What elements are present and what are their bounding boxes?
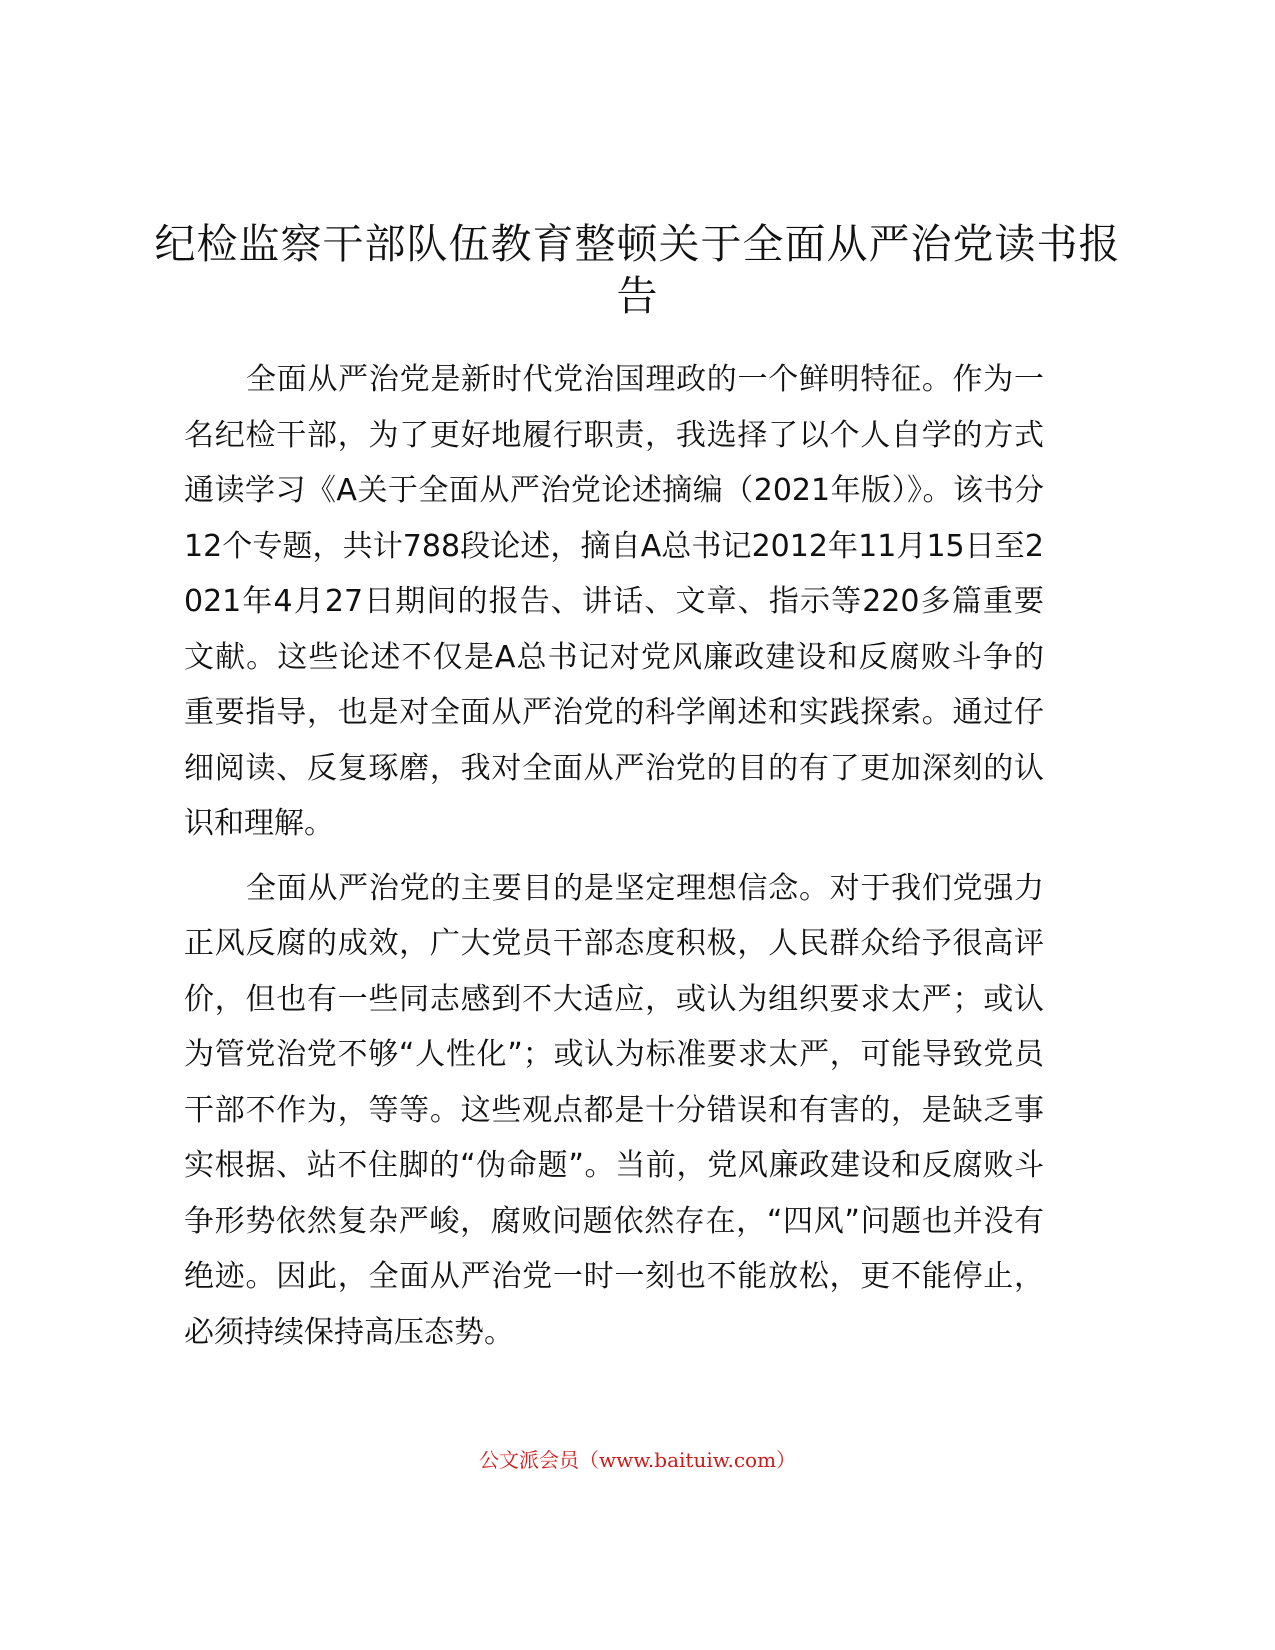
document-title: 纪检监察干部队伍教育整顿关于全面从严治党读书报告 bbox=[154, 220, 1121, 320]
paragraph-1: 全面从严治党是新时代党治国理政的一个鲜明特征。作为一名纪检干部，为了更好地履行职责，我选择了以个人自学的方式通读学习《A关于全面从严治党论述摘编（2021年版）》。该书分12个专题，共计788段论述，摘自A总书记2012年11月15日至2021年4月27日期间的报告、讲话、文章、指示等220多篇重要文献。这些论述不仅是A总书记对党风廉政建设和反腐败斗争的重要指导，也是对全面从严治党的科学阐述和实践探索。通过仔细阅读、反复琢磨，我对全面从严治党的目的有了更加深刻的认识和理解。 bbox=[184, 362, 1044, 841]
document-body bbox=[184, 352, 1044, 1360]
footer-watermark: 公文派会员（www.baituiw.com） bbox=[478, 1448, 797, 1472]
paragraph-2: 全面从严治党的主要目的是坚定理想信念。对于我们党强力正风反腐的成效，广大党员干部态度积极，人民群众给予很高评价，但也有一些同志感到不大适应，或认为组织要求太严；或认为管党治党不够“人性化”；或认为标准要求太严，可能导致党员干部不作为，等等。这些观点都是十分错误和有害的，是缺乏事实根据、站不住脚的“伪命题”。当前，党风廉政建设和反腐败斗争形势依然复杂严峻，腐败问题依然存在，“四风”问题也并没有绝迹。因此，全面从严治党一时一刻也不能放松，更不能停止，必须持续保持高压态势。 bbox=[184, 870, 1044, 1350]
